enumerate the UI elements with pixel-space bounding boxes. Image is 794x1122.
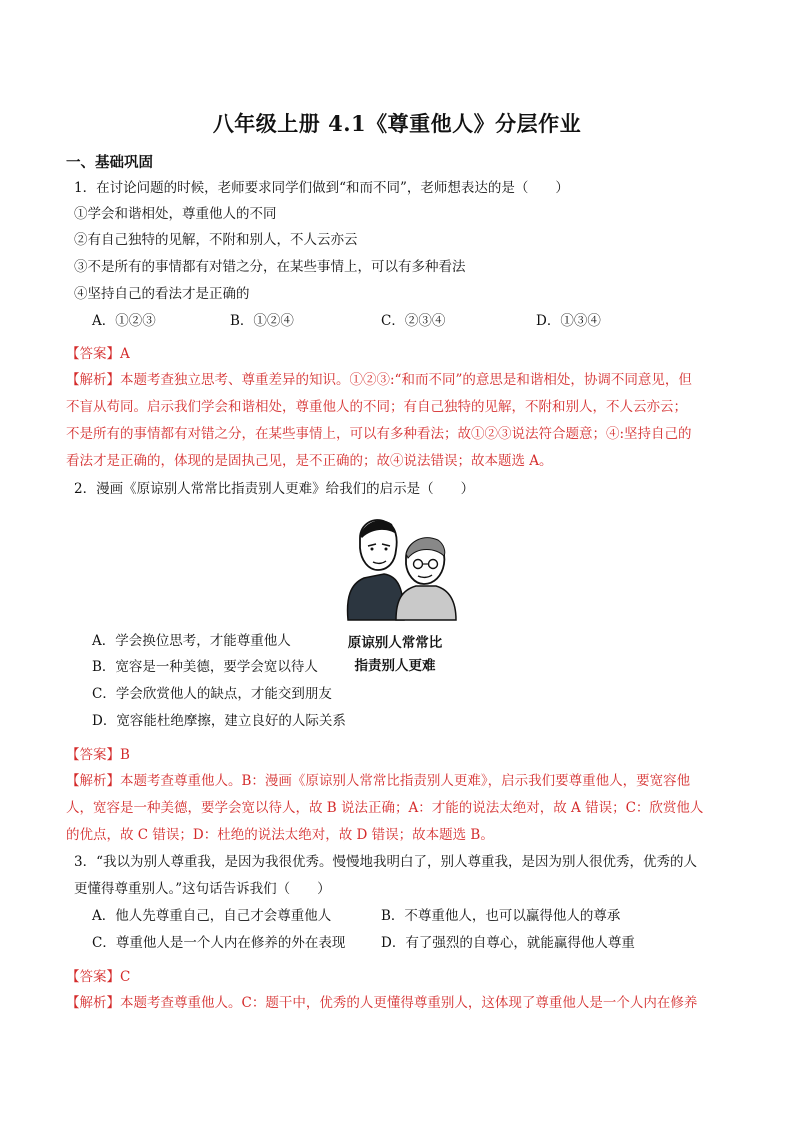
q1-analysis-line: 不盲从苟同。启示我们学会和谐相处，尊重他人的不同；有自己独特的见解，不附和别人，不人云亦云； <box>66 399 687 415</box>
q1-option-a: A．①②③ <box>92 313 156 329</box>
q3-option-b: B．不尊重他人，也可以赢得他人的尊承 <box>381 908 621 924</box>
q2-option-a: A．学会换位思考，才能尊重他人 <box>92 633 291 649</box>
q1-answer: 【答案】A <box>66 346 130 362</box>
page-title: 八年级上册 4.1《尊重他人》分层作业 <box>212 111 582 136</box>
q2-analysis-line: 【解析】本题考查尊重他人。B：漫画《原谅别人常常比指责别人更难》，启示我们要尊重他人，要宽容他 <box>66 773 691 789</box>
q1-item-2: ②有自己独特的见解，不附和别人，不人云亦云 <box>74 232 358 248</box>
q2-option-c: C．学会欣赏他人的缺点，才能交到朋友 <box>92 686 332 702</box>
q3-stem-line-1: 3．“我以为别人尊重我，是因为我很优秀。慢慢地我明白了，别人尊重我，是因为别人很优秀，优秀的人 <box>74 854 697 870</box>
q1-item-1: ①学会和谐相处，尊重他人的不同 <box>74 206 277 222</box>
q1-analysis-line: 不是所有的事情都有对错之分，在某些事情上，可以有多种看法；故①②③说法符合题意；④:坚持自己的 <box>66 426 692 442</box>
q1-option-c: C．②③④ <box>381 313 446 329</box>
cartoon-caption-line-2: 指责别人更难 <box>354 658 436 674</box>
q3-option-a: A．他人先尊重自己，自己才会尊重他人 <box>92 908 332 924</box>
q3-option-d: D．有了强烈的自尊心，就能赢得他人尊重 <box>381 935 635 951</box>
q1-stem: 1．在讨论问题的时候，老师要求同学们做到“和而不同”，老师想表达的是（ ） <box>74 180 569 196</box>
q3-analysis-line: 【解析】本题考查尊重他人。C：题干中，优秀的人更懂得尊重别人，这体现了尊重他人是一个人内在修养 <box>66 995 698 1011</box>
q2-analysis-line: 人，宽容是一种美德，要学会宽以待人，故 B 说法正确；A：才能的说法太绝对，故 A 错误；C：欣赏他人 <box>66 800 704 816</box>
q2-analysis-line: 的优点，故 C 错误；D：杜绝的说法太绝对，故 D 错误；故本题选 B。 <box>66 827 494 843</box>
q3-option-c: C．尊重他人是一个人内在修养的外在表现 <box>92 935 346 951</box>
q2-stem: 2．漫画《原谅别人常常比指责别人更难》给我们的启示是（ ） <box>74 481 475 497</box>
q1-analysis-line: 【解析】本题考查独立思考、尊重差异的知识。①②③:“和而不同”的意思是和谐相处，协调不同意见，但 <box>66 372 692 388</box>
q2-option-d: D．宽容能杜绝摩擦，建立良好的人际关系 <box>92 713 346 729</box>
q3-answer: 【答案】C <box>66 969 131 985</box>
q1-analysis-line: 看法才是正确的，体现的是固执己见，是不正确的；故④说法错误；故本题选 A。 <box>66 453 553 469</box>
q2-option-b: B．宽容是一种美德，要学会宽以待人 <box>92 659 318 675</box>
q2-answer: 【答案】B <box>66 747 130 763</box>
q1-item-4: ④坚持自己的看法才是正确的 <box>74 286 250 302</box>
q1-item-3: ③不是所有的事情都有对错之分，在某些事情上，可以有多种看法 <box>74 259 466 275</box>
q1-option-d: D．①③④ <box>536 313 601 329</box>
q1-option-b: B．①②④ <box>230 313 294 329</box>
section-heading: 一、基础巩固 <box>66 154 153 171</box>
q3-stem-line-2: 更懂得尊重别人。”这句话告诉我们（ ） <box>74 881 331 897</box>
cartoon-caption-line-1: 原谅别人常常比 <box>347 635 443 651</box>
cartoon-illustration <box>340 508 460 626</box>
